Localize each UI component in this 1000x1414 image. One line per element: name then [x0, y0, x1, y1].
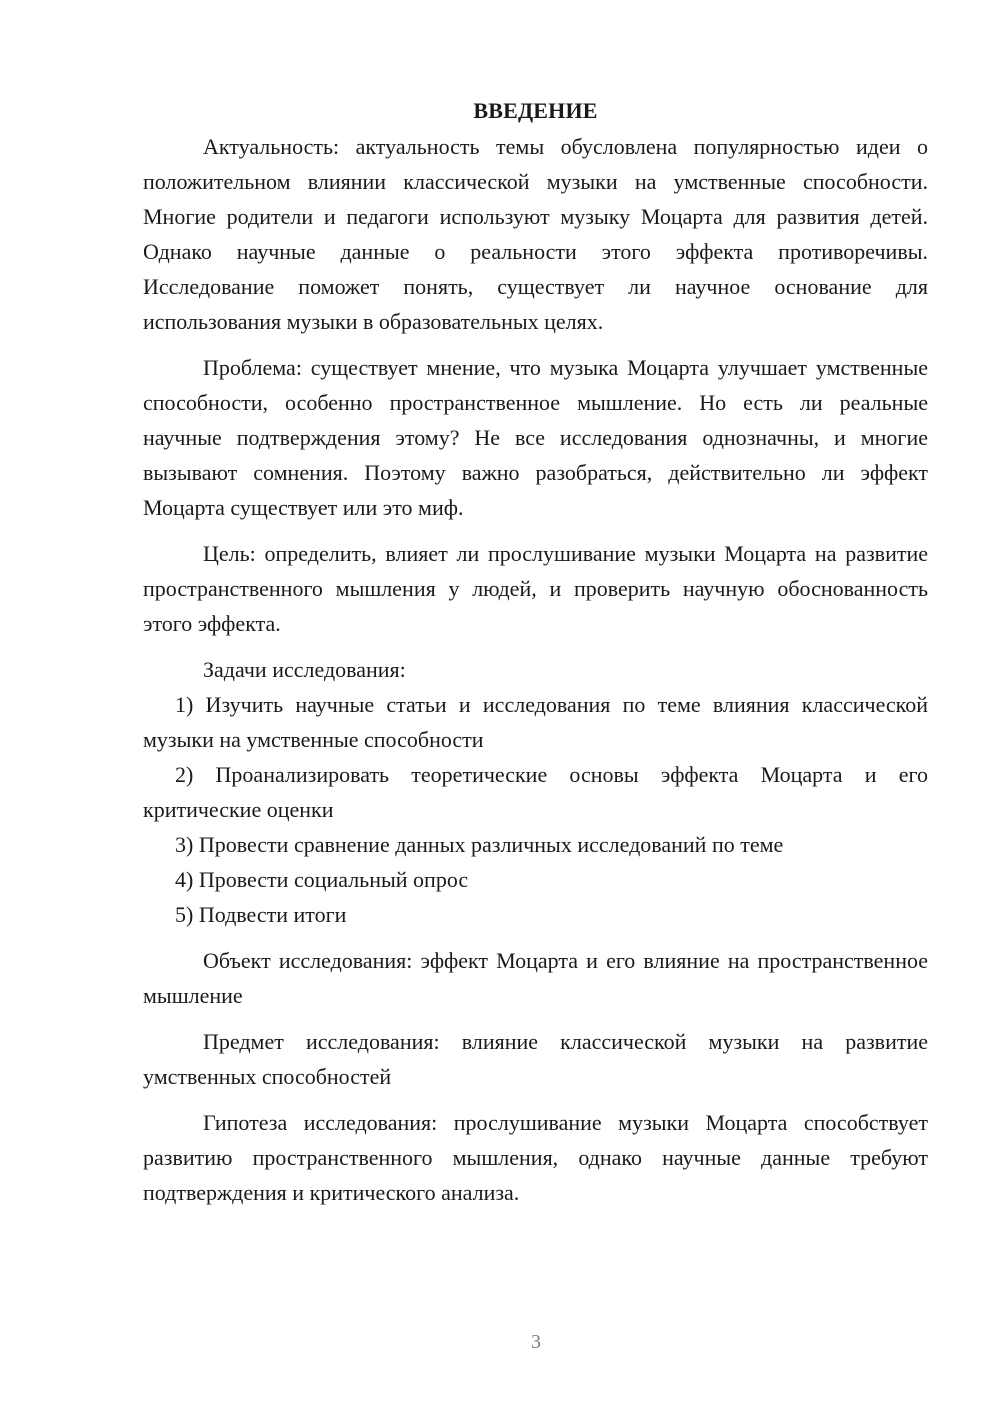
paragraph-hypothesis: Гипотеза исследования: прослушивание музыки Моцарта способствует развитию пространственного мышления, однако научные данные требуют подтверждения и критического анализа.	[143, 1110, 928, 1205]
task-item-5: 5) Подвести итоги	[175, 902, 347, 927]
page-content	[143, 93, 928, 1210]
task-item-4: 4) Провести социальный опрос	[175, 867, 469, 892]
paragraph-subject: Предмет исследования: влияние классической музыки на развитие умственных способностей	[143, 1029, 928, 1089]
page-title: ВВЕДЕНИЕ	[473, 98, 598, 123]
task-item-3: 3) Провести сравнение данных различных исследований по теме	[175, 832, 784, 857]
paragraph-object: Объект исследования: эффект Моцарта и его влияние на пространственное мышление	[143, 948, 928, 1008]
task-item-1: 1) Изучить научные статьи и исследования по теме влияния классической музыки на умственные способности	[143, 692, 928, 752]
page-number: 3	[531, 1331, 541, 1353]
paragraph-problem: Проблема: существует мнение, что музыка Моцарта улучшает умственные способности, особенно пространственное мышление. Но есть ли реальные научные подтверждения этому? Не все исследования однозначны, и многие вызывают сомнения. Поэтому важно разобраться, действительно ли эффект Моцарта существует или это миф.	[143, 355, 928, 520]
paragraph-goal: Цель: определить, влияет ли прослушивание музыки Моцарта на развитие пространственного мышления у людей, и проверить научную обоснованность этого эффекта.	[143, 541, 928, 636]
tasks-heading: Задачи исследования:	[203, 657, 406, 682]
paragraph-relevance: Актуальность: актуальность темы обусловлена популярностью идеи о положительном влиянии классической музыки на умственные способности. Многие родители и педагоги используют музыку Моцарта для развития детей. Однако научные данные о реальности этого эффекта противоречивы. Исследование поможет понять, существует ли научное основание для использования музыки в образовательных целях.	[143, 134, 928, 334]
task-item-2: 2) Проанализировать теоретические основы эффекта Моцарта и его критические оценки	[143, 762, 928, 822]
